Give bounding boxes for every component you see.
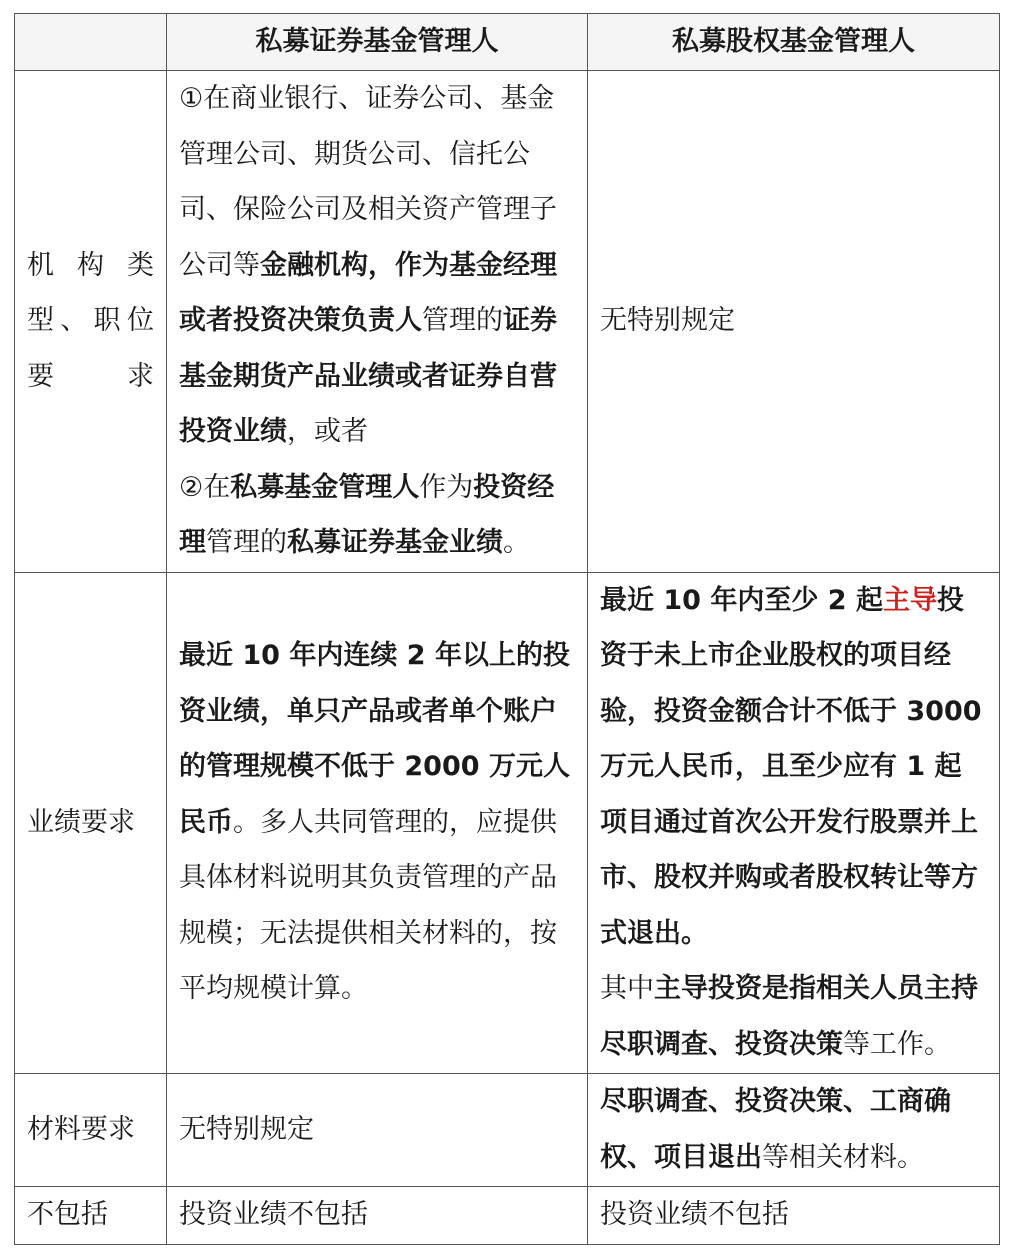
text-bold: 私募证券基金业绩 bbox=[287, 527, 503, 559]
text-normal: 其中 bbox=[600, 973, 654, 1005]
text-normal: 作为 bbox=[419, 471, 474, 503]
text-normal: 。 bbox=[503, 527, 530, 559]
label-exclude: 不包括 bbox=[15, 1186, 167, 1244]
securities-institution-para1 bbox=[179, 71, 575, 460]
table-row-materials bbox=[15, 1073, 1000, 1186]
cell-securities-performance bbox=[167, 572, 588, 1073]
text-normal: 等相关材料。 bbox=[762, 1141, 924, 1173]
securities-performance-para bbox=[179, 628, 575, 1017]
text-bold: 投资于未上市企业股权的项目经验，投资金额合计不低于 3000 万元人民币，且至少应有 1 起项目通过首次公开发行股票并上市、股权并购或者股权转让等方式退出。 bbox=[600, 584, 982, 949]
text-normal: ①在商业银行、证券公司、基金管理公司、期货公司、信托公司、保险公司及相关资产管理子公司等 bbox=[179, 83, 557, 281]
table-row-performance bbox=[15, 572, 1000, 1073]
table-row-exclude bbox=[15, 1186, 1000, 1244]
cell-equity-performance bbox=[588, 572, 1000, 1073]
text-bold: ， bbox=[368, 249, 395, 281]
header-equity-manager: 私募股权基金管理人 bbox=[588, 14, 1000, 71]
cell-equity-materials bbox=[588, 1073, 1000, 1186]
text-normal: ，或者 bbox=[287, 416, 368, 448]
text-bold: 金融机构 bbox=[260, 249, 368, 281]
text-bold: 证券基金期货产品业绩或者证券自营投资业绩 bbox=[179, 305, 557, 448]
text-normal: 管理的 bbox=[206, 527, 287, 559]
label-performance: 业绩要求 bbox=[15, 572, 167, 1073]
text-bold: 最近 10 年内至少 2 起 bbox=[600, 584, 883, 616]
securities-institution-para2 bbox=[179, 460, 575, 571]
label-materials: 材料要求 bbox=[15, 1073, 167, 1186]
header-securities-manager: 私募证券基金管理人 bbox=[167, 14, 588, 71]
text-normal: 等工作。 bbox=[843, 1028, 951, 1060]
text-normal: ②在 bbox=[179, 471, 231, 503]
text-bold: 最近 10 年内连续 2 年以上的投资业绩，单只产品或者单个账户的管理规模不低于 2000 万元人民币 bbox=[179, 640, 570, 838]
equity-performance-para2 bbox=[600, 961, 987, 1072]
text-bold: 尽职调查、投资决策、工商确权、项目退出 bbox=[600, 1086, 951, 1173]
cell-securities-institution bbox=[167, 70, 588, 572]
cell-equity-exclude: 投资业绩不包括 bbox=[588, 1186, 1000, 1244]
cell-securities-materials: 无特别规定 bbox=[167, 1073, 588, 1186]
cell-securities-exclude: 投资业绩不包括 bbox=[167, 1186, 588, 1244]
comparison-table bbox=[14, 13, 1000, 1245]
label-institution-type: 机构类型、职位要求 bbox=[15, 70, 167, 572]
equity-performance-para1 bbox=[600, 573, 987, 962]
text-bold: 主导投资是指相关人员主持尽职调查、投资决策 bbox=[600, 973, 978, 1060]
text-normal: 。多人共同管理的，应提供具体材料说明其负责管理的产品规模；无法提供相关材料的，按平均规模计算。 bbox=[179, 806, 557, 1005]
text-bold: 投资经理 bbox=[179, 471, 555, 559]
text-normal: 管理的 bbox=[422, 305, 503, 337]
cell-equity-institution: 无特别规定 bbox=[588, 70, 1000, 572]
text-bold: 私募基金管理人 bbox=[230, 471, 420, 503]
header-row bbox=[15, 14, 1000, 71]
table-row-institution bbox=[15, 70, 1000, 572]
text-bold: 作为基金经理或者投资决策负责人 bbox=[179, 249, 557, 337]
text-highlight-red: 主导 bbox=[882, 584, 937, 616]
header-corner-cell bbox=[15, 14, 167, 71]
